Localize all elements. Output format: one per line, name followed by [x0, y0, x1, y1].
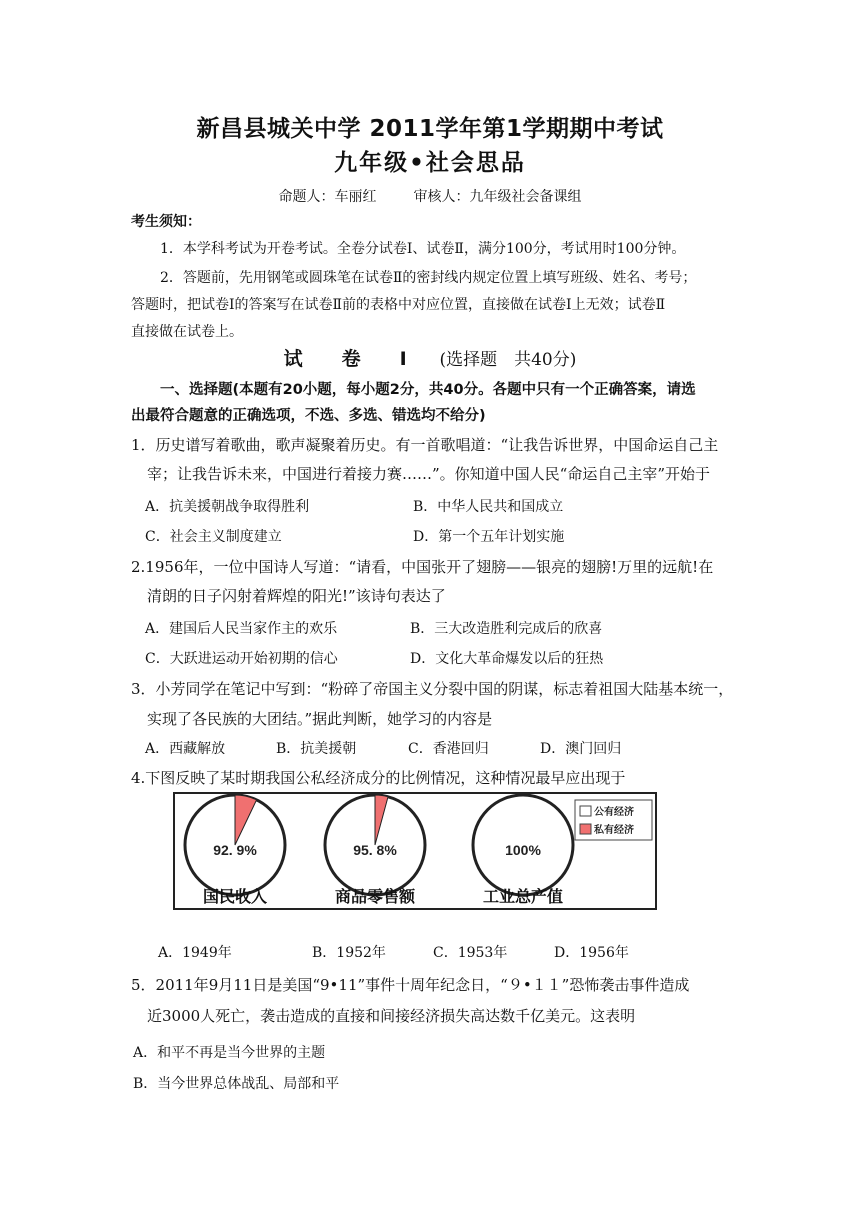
question-1-option-d[interactable]: D．第一个五年计划实施 [413, 529, 565, 545]
pie-3-category-label: 工业总产值 [482, 887, 564, 906]
question-1-option-b[interactable]: B．中华人民共和国成立 [413, 499, 564, 515]
question-1-line-2: 宰；让我告诉未来，中国进行着接力赛……”。你知道中国人民“命运自己主宰”开始于 [147, 465, 711, 483]
question-5-option-b[interactable]: B．当今世界总体战乱、局部和平 [133, 1076, 340, 1092]
notice-item-2-line-3: 直接做在试卷上。 [131, 324, 243, 340]
question-3-option-d[interactable]: D．澳门回归 [540, 741, 622, 757]
setter: 命题人：车丽红 [278, 189, 377, 205]
notice-item-2-line-1: 2．答题前，先用钢笔或圆珠笔在试卷Ⅱ的密封线内规定位置上填写班级、姓名、考号； [160, 270, 697, 286]
legend-public-label: 公有经济 [594, 807, 634, 818]
section-heading [0, 344, 860, 371]
question-3-option-c[interactable]: C．香港回归 [408, 741, 489, 757]
section-note: (选择题 共40分) [439, 350, 577, 370]
legend-private-swatch [580, 824, 591, 834]
pie-3-value-label: 100% [505, 842, 541, 858]
question-4-option-c[interactable]: C．1953年 [433, 945, 508, 961]
question-4-option-d[interactable]: D．1956年 [554, 945, 629, 961]
pie-1-value-label: 92. 9% [213, 842, 257, 858]
question-2-line-1: 2.1956年，一位中国诗人写道：“请看，中国张开了翅膀——银亮的翅膀!万里的远航!在 [131, 558, 714, 576]
question-5-line-2: 近3000人死亡，袭击造成的直接和间接经济损失高达数千亿美元。这表明 [147, 1007, 636, 1025]
question-1-line-1: 1．历史谱写着歌曲，歌声凝聚着历史。有一首歌唱道：“让我告诉世界，中国命运自己主 [131, 436, 719, 454]
pie-chart-figure [173, 792, 657, 910]
notice-item-2-line-2: 答题时，把试卷Ⅰ的答案写在试卷Ⅱ前的表格中对应位置，直接做在试卷Ⅰ上无效；试卷Ⅱ [131, 297, 666, 313]
instruction-line-1: 一、选择题(本题有20小题，每小题2分，共40分。各题中只有一个正确答案，请选 [160, 382, 696, 398]
question-5-option-a[interactable]: A．和平不再是当今世界的主题 [133, 1045, 326, 1061]
notice-item-1: 1．本学科考试为开卷考试。全卷分试卷Ⅰ、试卷Ⅱ，满分100分，考试用时100分钟。 [160, 241, 686, 257]
author-line [0, 186, 860, 206]
pie-1-category-label: 国民收入 [202, 887, 268, 906]
instruction-line-2: 出最符合题意的正确选项，不选、多选、错选均不给分) [131, 408, 486, 424]
pie-2-value-label: 95. 8% [353, 842, 397, 858]
question-3-line-2: 实现了各民族的大团结。”据此判断，她学习的内容是 [147, 710, 493, 728]
pie-chart-svg [175, 794, 655, 908]
exam-subtitle: 九年级•社会思品 [334, 150, 526, 176]
question-1-option-c[interactable]: C．社会主义制度建立 [145, 529, 282, 545]
question-2-option-b[interactable]: B．三大改造胜利完成后的欣喜 [410, 621, 603, 637]
pie-2-category-label: 商品零售额 [334, 887, 416, 906]
question-3-line-1: 3．小芳同学在笔记中写到：“粉碎了帝国主义分裂中国的阴谋，标志着祖国大陆基本统一， [131, 680, 734, 698]
reviewer: 审核人：九年级社会备课组 [413, 189, 582, 205]
question-2-option-d[interactable]: D．文化大革命爆发以后的狂热 [410, 651, 604, 667]
question-5-line-1: 5．2011年9月11日是美国“9•11”事件十周年纪念日，“９•１１”恐怖袭击事件造成 [131, 976, 690, 994]
question-1-option-a[interactable]: A．抗美援朝战争取得胜利 [145, 499, 310, 515]
question-4-option-a[interactable]: A．1949年 [158, 945, 232, 961]
legend-public-swatch [580, 806, 591, 816]
question-4-line-1: 4.下图反映了某时期我国公私经济成分的比例情况，这种情况最早应出现于 [131, 769, 626, 787]
legend-private-label: 私有经济 [594, 825, 634, 836]
exam-title: 新昌县城关中学 2011学年第1学期期中考试 [196, 116, 664, 142]
question-3-option-b[interactable]: B．抗美援朝 [276, 741, 357, 757]
question-3-option-a[interactable]: A．西藏解放 [145, 741, 226, 757]
notice-label: 考生须知： [131, 214, 201, 230]
section-title: 试 卷 Ⅰ [283, 348, 417, 370]
question-2-option-c[interactable]: C．大跃进运动开始初期的信心 [145, 651, 338, 667]
question-2-option-a[interactable]: A．建国后人民当家作主的欢乐 [145, 621, 338, 637]
question-4-option-b[interactable]: B．1952年 [312, 945, 386, 961]
question-2-line-2: 清朗的日子闪射着辉煌的阳光!”该诗句表达了 [147, 587, 446, 605]
